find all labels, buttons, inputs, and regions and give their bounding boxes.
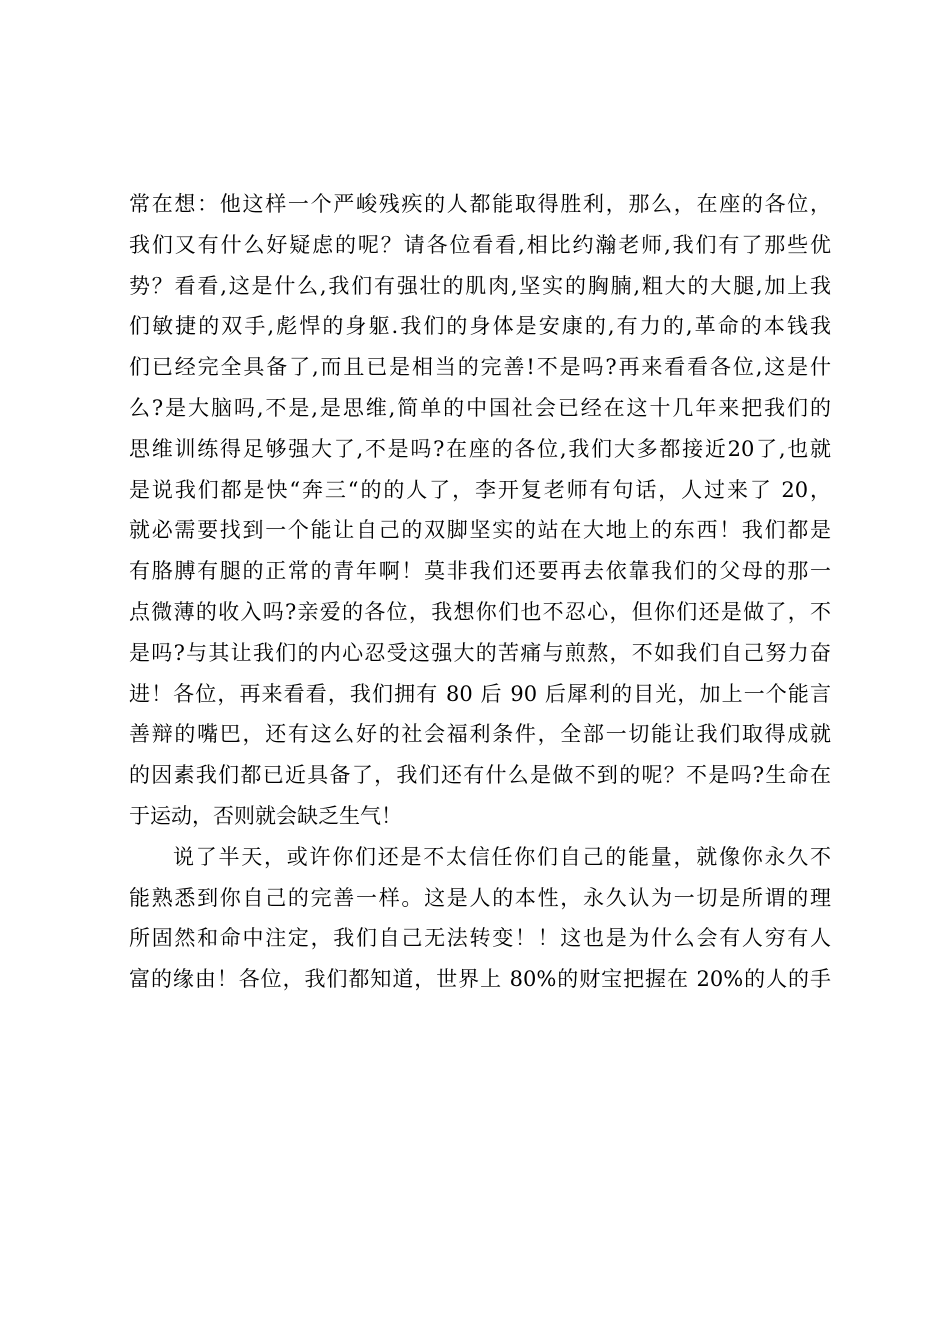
text-line: 们敏捷的双手,彪悍的身躯.我们的身体是安康的,有力的,革命的本钱我 bbox=[129, 314, 831, 339]
text-line: 善辩的嘴巴，还有这么好的社会福利条件，全部一切能让我们取得成就 bbox=[129, 722, 831, 747]
text-line: 所固然和命中注定，我们自己无法转变！！这也是为什么会有人穷有人 bbox=[129, 926, 831, 951]
text-line: 是吗?与其让我们的内心忍受这强大的苦痛与煎熬，不如我们自己努力奋 bbox=[129, 640, 831, 665]
text-line: 势？看看,这是什么,我们有强壮的肌肉,坚实的胸腩,粗大的大腿,加上我 bbox=[129, 273, 831, 298]
text-line: 思维训练得足够强大了,不是吗?在座的各位,我们大多都接近20了,也就 bbox=[129, 436, 831, 461]
text-line: 么?是大脑吗,不是,是思维,简单的中国社会已经在这十几年来把我们的 bbox=[129, 395, 831, 420]
text-line: 是说我们都是快“奔三“的的人了，李开复老师有句话，人过来了 20， bbox=[129, 477, 831, 502]
text-line: 的因素我们都已近具备了，我们还有什么是做不到的呢？不是吗?生命在 bbox=[129, 763, 831, 788]
text-line: 能熟悉到你自己的完善一样。这是人的本性，永久认为一切是所谓的理 bbox=[129, 885, 831, 910]
text-line: 富的缘由！各位，我们都知道，世界上 80%的财宝把握在 20%的人的手 bbox=[129, 967, 831, 992]
text-line: 常在想：他这样一个严峻残疾的人都能取得胜利，那么，在座的各位， bbox=[129, 192, 831, 216]
text-line: 们已经完全具备了,而且已是相当的完善!不是吗?再来看看各位,这是什 bbox=[129, 355, 831, 380]
text-line: 就必需要找到一个能让自己的双脚坚实的站在大地上的东西！我们都是 bbox=[129, 518, 831, 543]
text-line: 点微薄的收入吗?亲爱的各位，我想你们也不忍心，但你们还是做了，不 bbox=[129, 599, 831, 624]
paragraph-end-line: 于运动，否则就会缺乏生气！ bbox=[129, 803, 402, 828]
text-line: 有胳膊有腿的正常的青年啊！莫非我们还要再去依靠我们的父母的那一 bbox=[129, 559, 831, 584]
body-text bbox=[129, 184, 831, 1000]
text-line: 我们又有什么好疑虑的呢？请各位看看,相比约瀚老师,我们有了那些优 bbox=[129, 232, 831, 257]
text-line: 进！各位，再来看看，我们拥有 80 后 90 后犀利的目光，加上一个能言 bbox=[129, 681, 831, 706]
paragraph-first-line: 说了半天，或许你们还是不太信任你们自己的能量，就像你永久不 bbox=[173, 844, 831, 869]
